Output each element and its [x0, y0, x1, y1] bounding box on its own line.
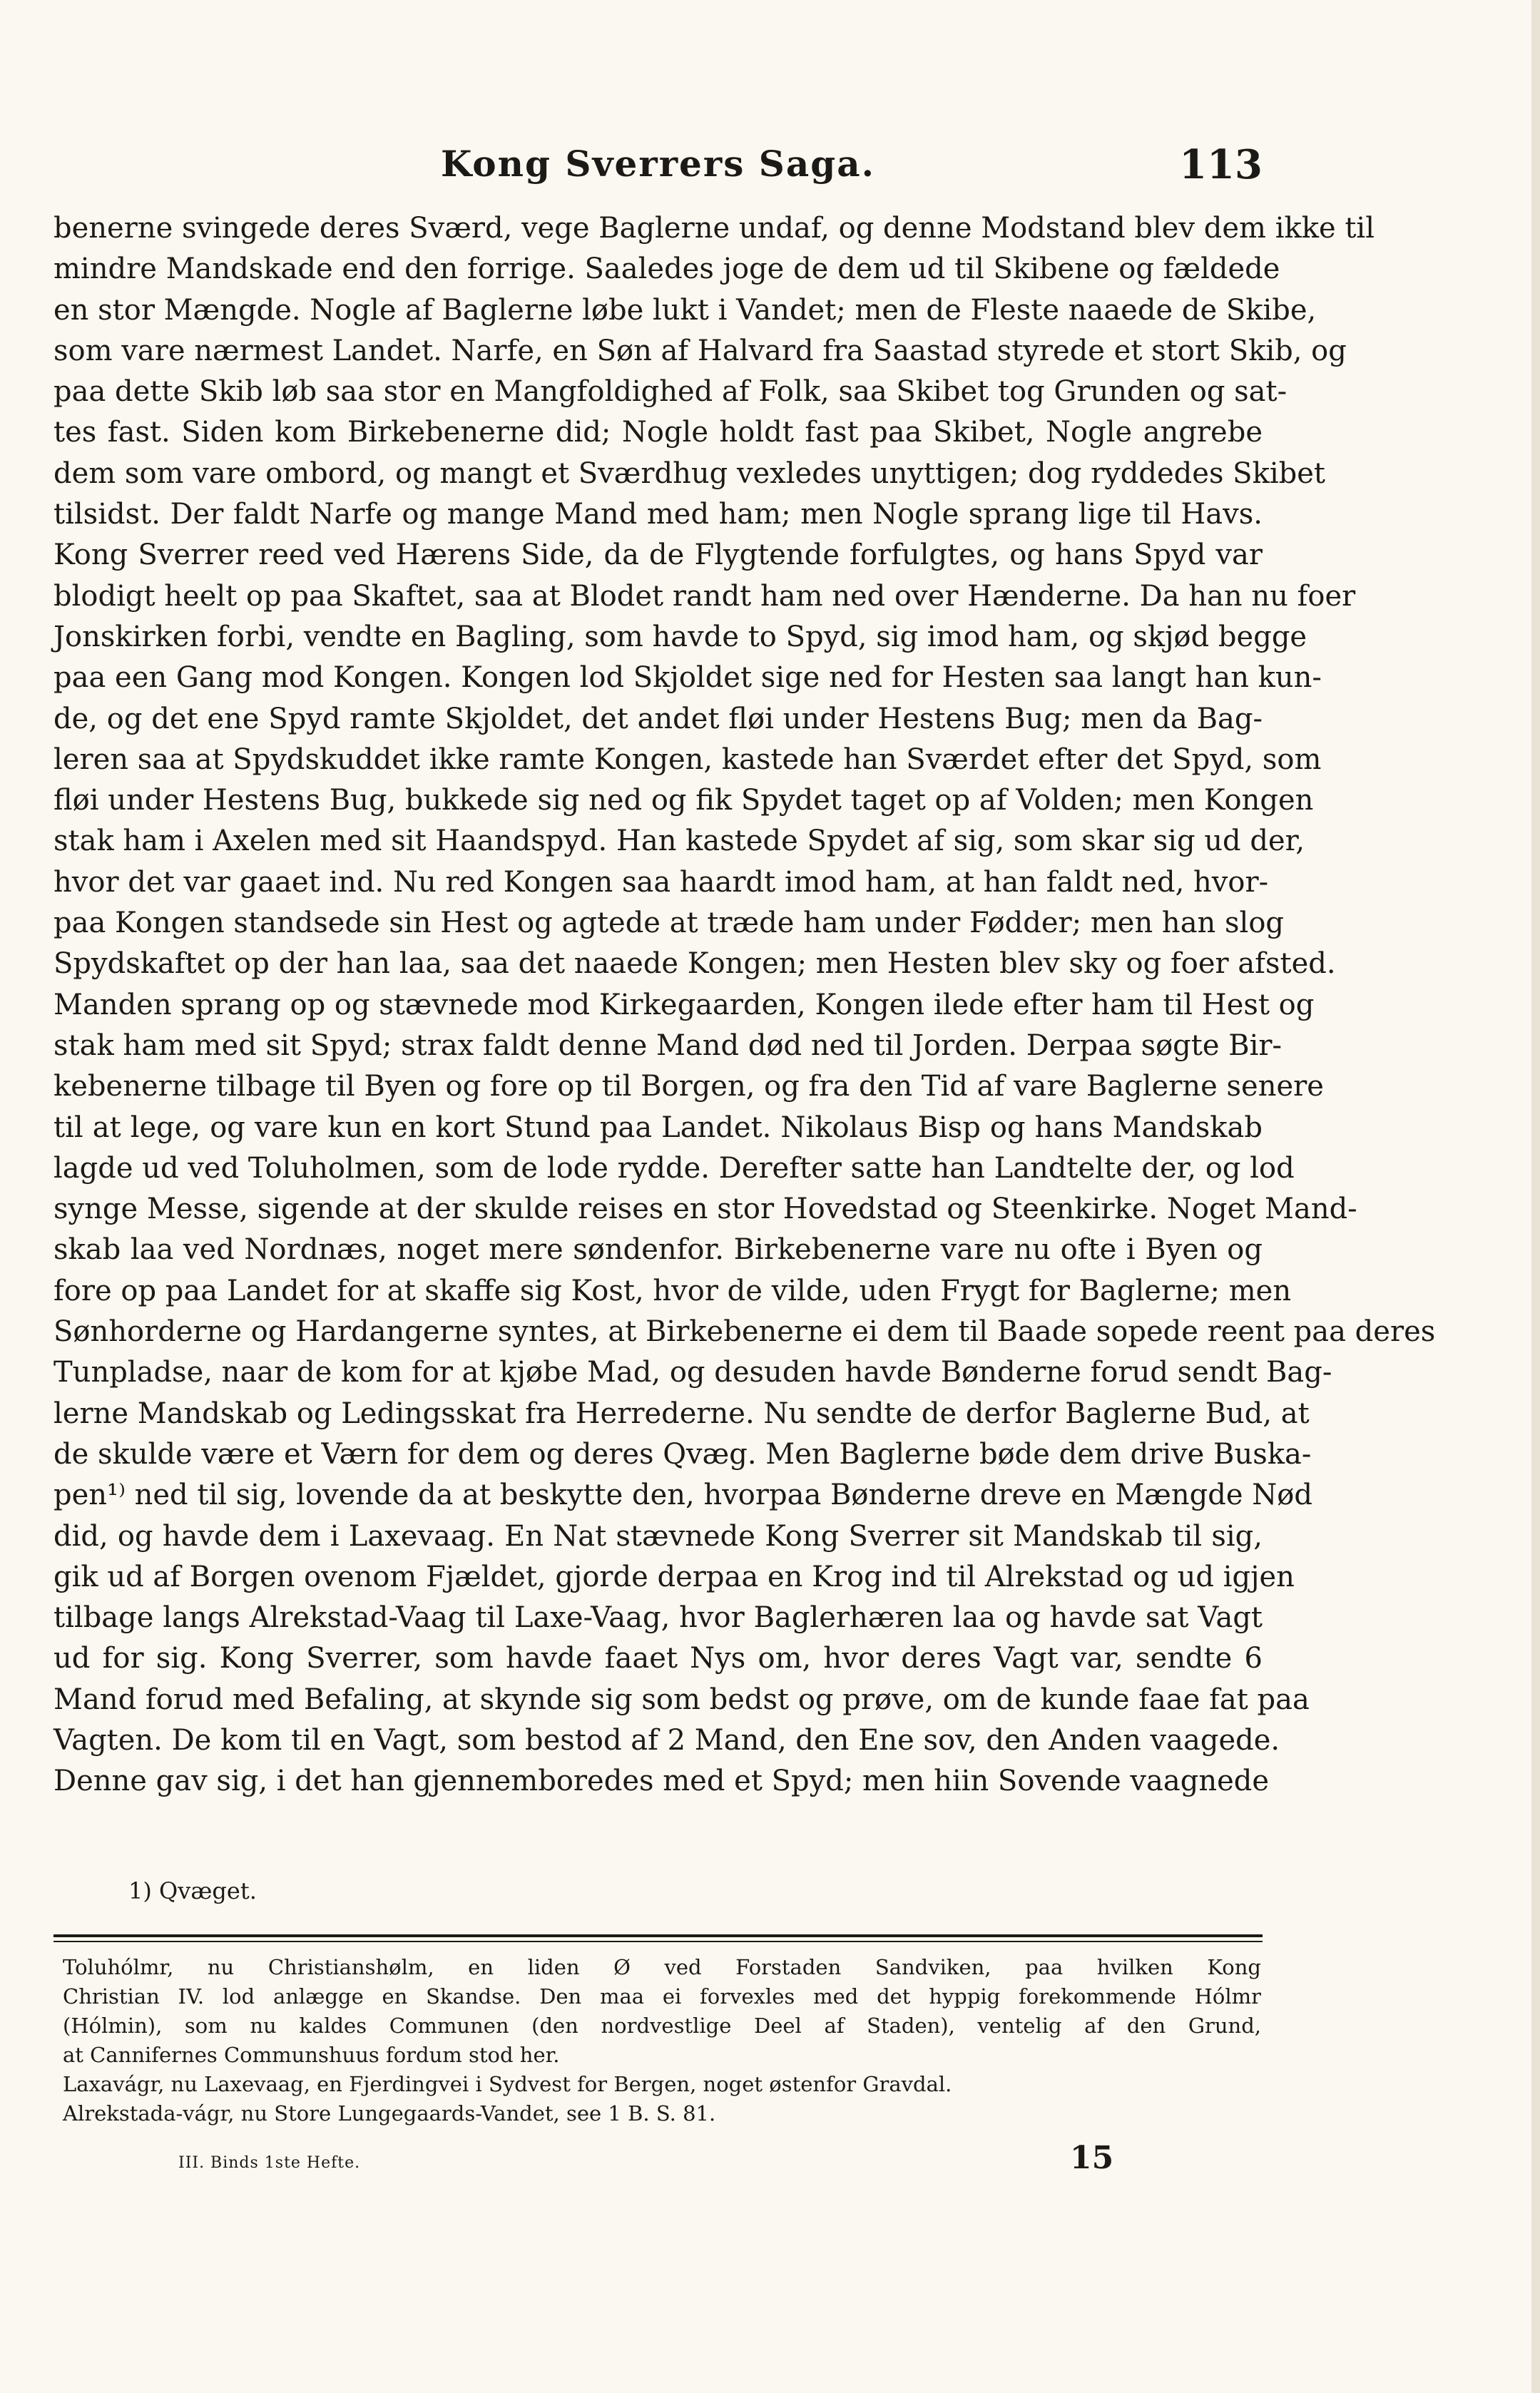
signature-number: 15 [1070, 2140, 1114, 2176]
text-line: leren saa at Spydskuddet ikke ramte Kongen, kastede han Sværdet efter det Spyd, som [53, 743, 1322, 776]
text-line: lagde ud ved Toluholmen, som de lode rydde. Derefter satte han Landtelte der, og lod [53, 1151, 1295, 1185]
text-line: de skulde være et Værn for dem og deres Qvæg. Men Baglerne bøde dem drive Buska- [53, 1437, 1312, 1471]
note-line: Christian IV. lod anlægge en Skandse. Den maa ei forvexles med det hyppig forekommende Hólmr [63, 1984, 1261, 2009]
text-line: stak ham med sit Spyd; strax faldt denne Mand død ned til Jorden. Derpaa søgte Bir- [53, 1029, 1283, 1062]
text-line: lerne Mandskab og Ledingsskat fra Herrederne. Nu sendte de derfor Baglerne Bud, at [53, 1397, 1310, 1430]
signature-mark: III. Binds 1ste Hefte. [178, 2154, 361, 2172]
text-line: fløi under Hestens Bug, bukkede sig ned og fik Spydet taget op af Volden; men Kongen [53, 784, 1314, 817]
text-line: did, og havde dem i Laxevaag. En Nat stævnede Kong Sverrer sit Mandskab til sig, [53, 1519, 1263, 1553]
text-line: benerne svingede deres Sværd, vege Baglerne undaf, og denne Modstand blev dem ikke til [53, 212, 1375, 245]
text-line: skab laa ved Nordnæs, noget mere søndenfor. Birkebenerne vare nu ofte i Byen og [53, 1233, 1263, 1267]
text-line: tes fast. Siden kom Birkebenerne did; Nogle holdt fast paa Skibet, Nogle angrebe [53, 416, 1263, 449]
text-line: Tunpladse, naar de kom for at kjøbe Mad, og desuden havde Bønderne forud sendt Bag- [53, 1356, 1332, 1389]
note-line: Laxavágr, nu Laxevaag, en Fjerdingvei i Sydvest for Bergen, noget østenfor Gravdal. [63, 2072, 952, 2096]
text-line: som vare nærmest Landet. Narfe, en Søn af Halvard fra Saastad styrede et stort Skib, og [53, 334, 1347, 367]
text-line: ud for sig. Kong Sverrer, som havde faaet Nys om, hvor deres Vagt var, sendte 6 [53, 1642, 1263, 1675]
text-line: kebenerne tilbage til Byen og fore op til Borgen, og fra den Tid af vare Baglerne senere [53, 1070, 1324, 1103]
text-line: mindre Mandskade end den forrige. Saaledes joge de dem ud til Skibene og fældede [53, 252, 1280, 286]
note-line: Alrekstada-vágr, nu Store Lungegaards-Vandet, see 1 B. S. 81. [63, 2101, 716, 2126]
footnote: 1) Qvæget. [128, 1877, 257, 1904]
running-title: Kong Sverrers Saga. [440, 143, 876, 185]
text-line: Spydskaftet op der han laa, saa det naaede Kongen; men Hesten blev sky og foer afsted. [53, 947, 1336, 981]
text-line: Sønhorderne og Hardangerne syntes, at Birkebenerne ei dem til Baade sopede reent paa deres [53, 1315, 1436, 1349]
text-line: blodigt heelt op paa Skaftet, saa at Blodet randt ham ned over Hænderne. Da han nu foer [53, 579, 1356, 613]
text-line: tilbage langs Alrekstad-Vaag til Laxe-Vaag, hvor Baglerhæren laa og havde sat Vagt [53, 1601, 1263, 1635]
main-text [53, 208, 1436, 1802]
text-line: en stor Mængde. Nogle af Baglerne løbe lukt i Vandet; men de Fleste naaede de Skibe, [53, 293, 1317, 327]
text-line: Jonskirken forbi, vendte en Bagling, som havde to Spyd, sig imod ham, og skjød begge [53, 620, 1307, 653]
text-line: paa Kongen standsede sin Hest og agtede at træde ham under Fødder; men han slog [53, 907, 1285, 940]
text-line: pen¹⁾ ned til sig, lovende da at beskytte den, hvorpaa Bønderne dreve en Mængde Nød [53, 1479, 1312, 1512]
text-line: Mand forud med Befaling, at skynde sig som bedst og prøve, om de kunde faae fat paa [53, 1683, 1310, 1716]
text-line: fore op paa Landet for at skaffe sig Kost, hvor de vilde, uden Frygt for Baglerne; men [53, 1274, 1292, 1307]
text-line: Kong Sverrer reed ved Hærens Side, da de Flygtende forfulgtes, og hans Spyd var [53, 539, 1263, 572]
text-line: dem som vare ombord, og mangt et Sværdhug vexledes unyttigen; dog ryddedes Skibet [53, 456, 1325, 490]
text-line: tilsidst. Der faldt Narfe og mange Mand med ham; men Nogle sprang lige til Havs. [53, 498, 1263, 531]
text-line: Manden sprang op og stævnede mod Kirkegaarden, Kongen ilede efter ham til Hest og [53, 988, 1315, 1021]
text-line: stak ham i Axelen med sit Haandspyd. Han kastede Spydet af sig, som skar sig ud der, [53, 825, 1305, 858]
text-line: de, og det ene Spyd ramte Skjoldet, det andet fløi under Hestens Bug; men da Bag- [53, 702, 1263, 735]
text-line: Vagten. De kom til en Vagt, som bestod af 2 Mand, den Ene sov, den Anden vaagede. [53, 1723, 1280, 1757]
text-line: Denne gav sig, i det han gjennemboredes med et Spyd; men hiin Sovende vaagnede [53, 1765, 1270, 1798]
note-line: at Cannifernes Communshuus fordum stod her. [63, 2043, 560, 2067]
page-number: 113 [1179, 141, 1263, 188]
notes-section [63, 1953, 1261, 2128]
note-line: (Hólmin), som nu kaldes Communen (den nordvestlige Deel af Staden), ventelig af den Grund, [63, 2014, 1261, 2038]
page-edge [1531, 0, 1540, 2393]
text-line: til at lege, og vare kun en kort Stund paa Landet. Nikolaus Bisp og hans Mandskab [53, 1111, 1263, 1144]
text-line: paa een Gang mod Kongen. Kongen lod Skjoldet sige ned for Hesten saa langt han kun- [53, 661, 1322, 695]
note-line: Toluhólmr, nu Christianshølm, en liden Ø ved Forstaden Sandviken, paa hvilken Kong [63, 1955, 1261, 1979]
separator-rule-thin [53, 1941, 1263, 1942]
text-line: gik ud af Borgen ovenom Fjældet, gjorde derpaa en Krog ind til Alrekstad og ud igjen [53, 1560, 1295, 1593]
text-line: paa dette Skib løb saa stor en Mangfoldighed af Folk, saa Skibet tog Grunden og sat- [53, 375, 1287, 409]
separator-rule-thick [53, 1934, 1263, 1937]
text-line: synge Messe, sigende at der skulde reises en stor Hovedstad og Steenkirke. Noget Mand- [53, 1193, 1357, 1226]
running-header [53, 136, 1263, 200]
text-line: hvor det var gaaet ind. Nu red Kongen saa haardt imod ham, at han faldt ned, hvor- [53, 865, 1269, 899]
